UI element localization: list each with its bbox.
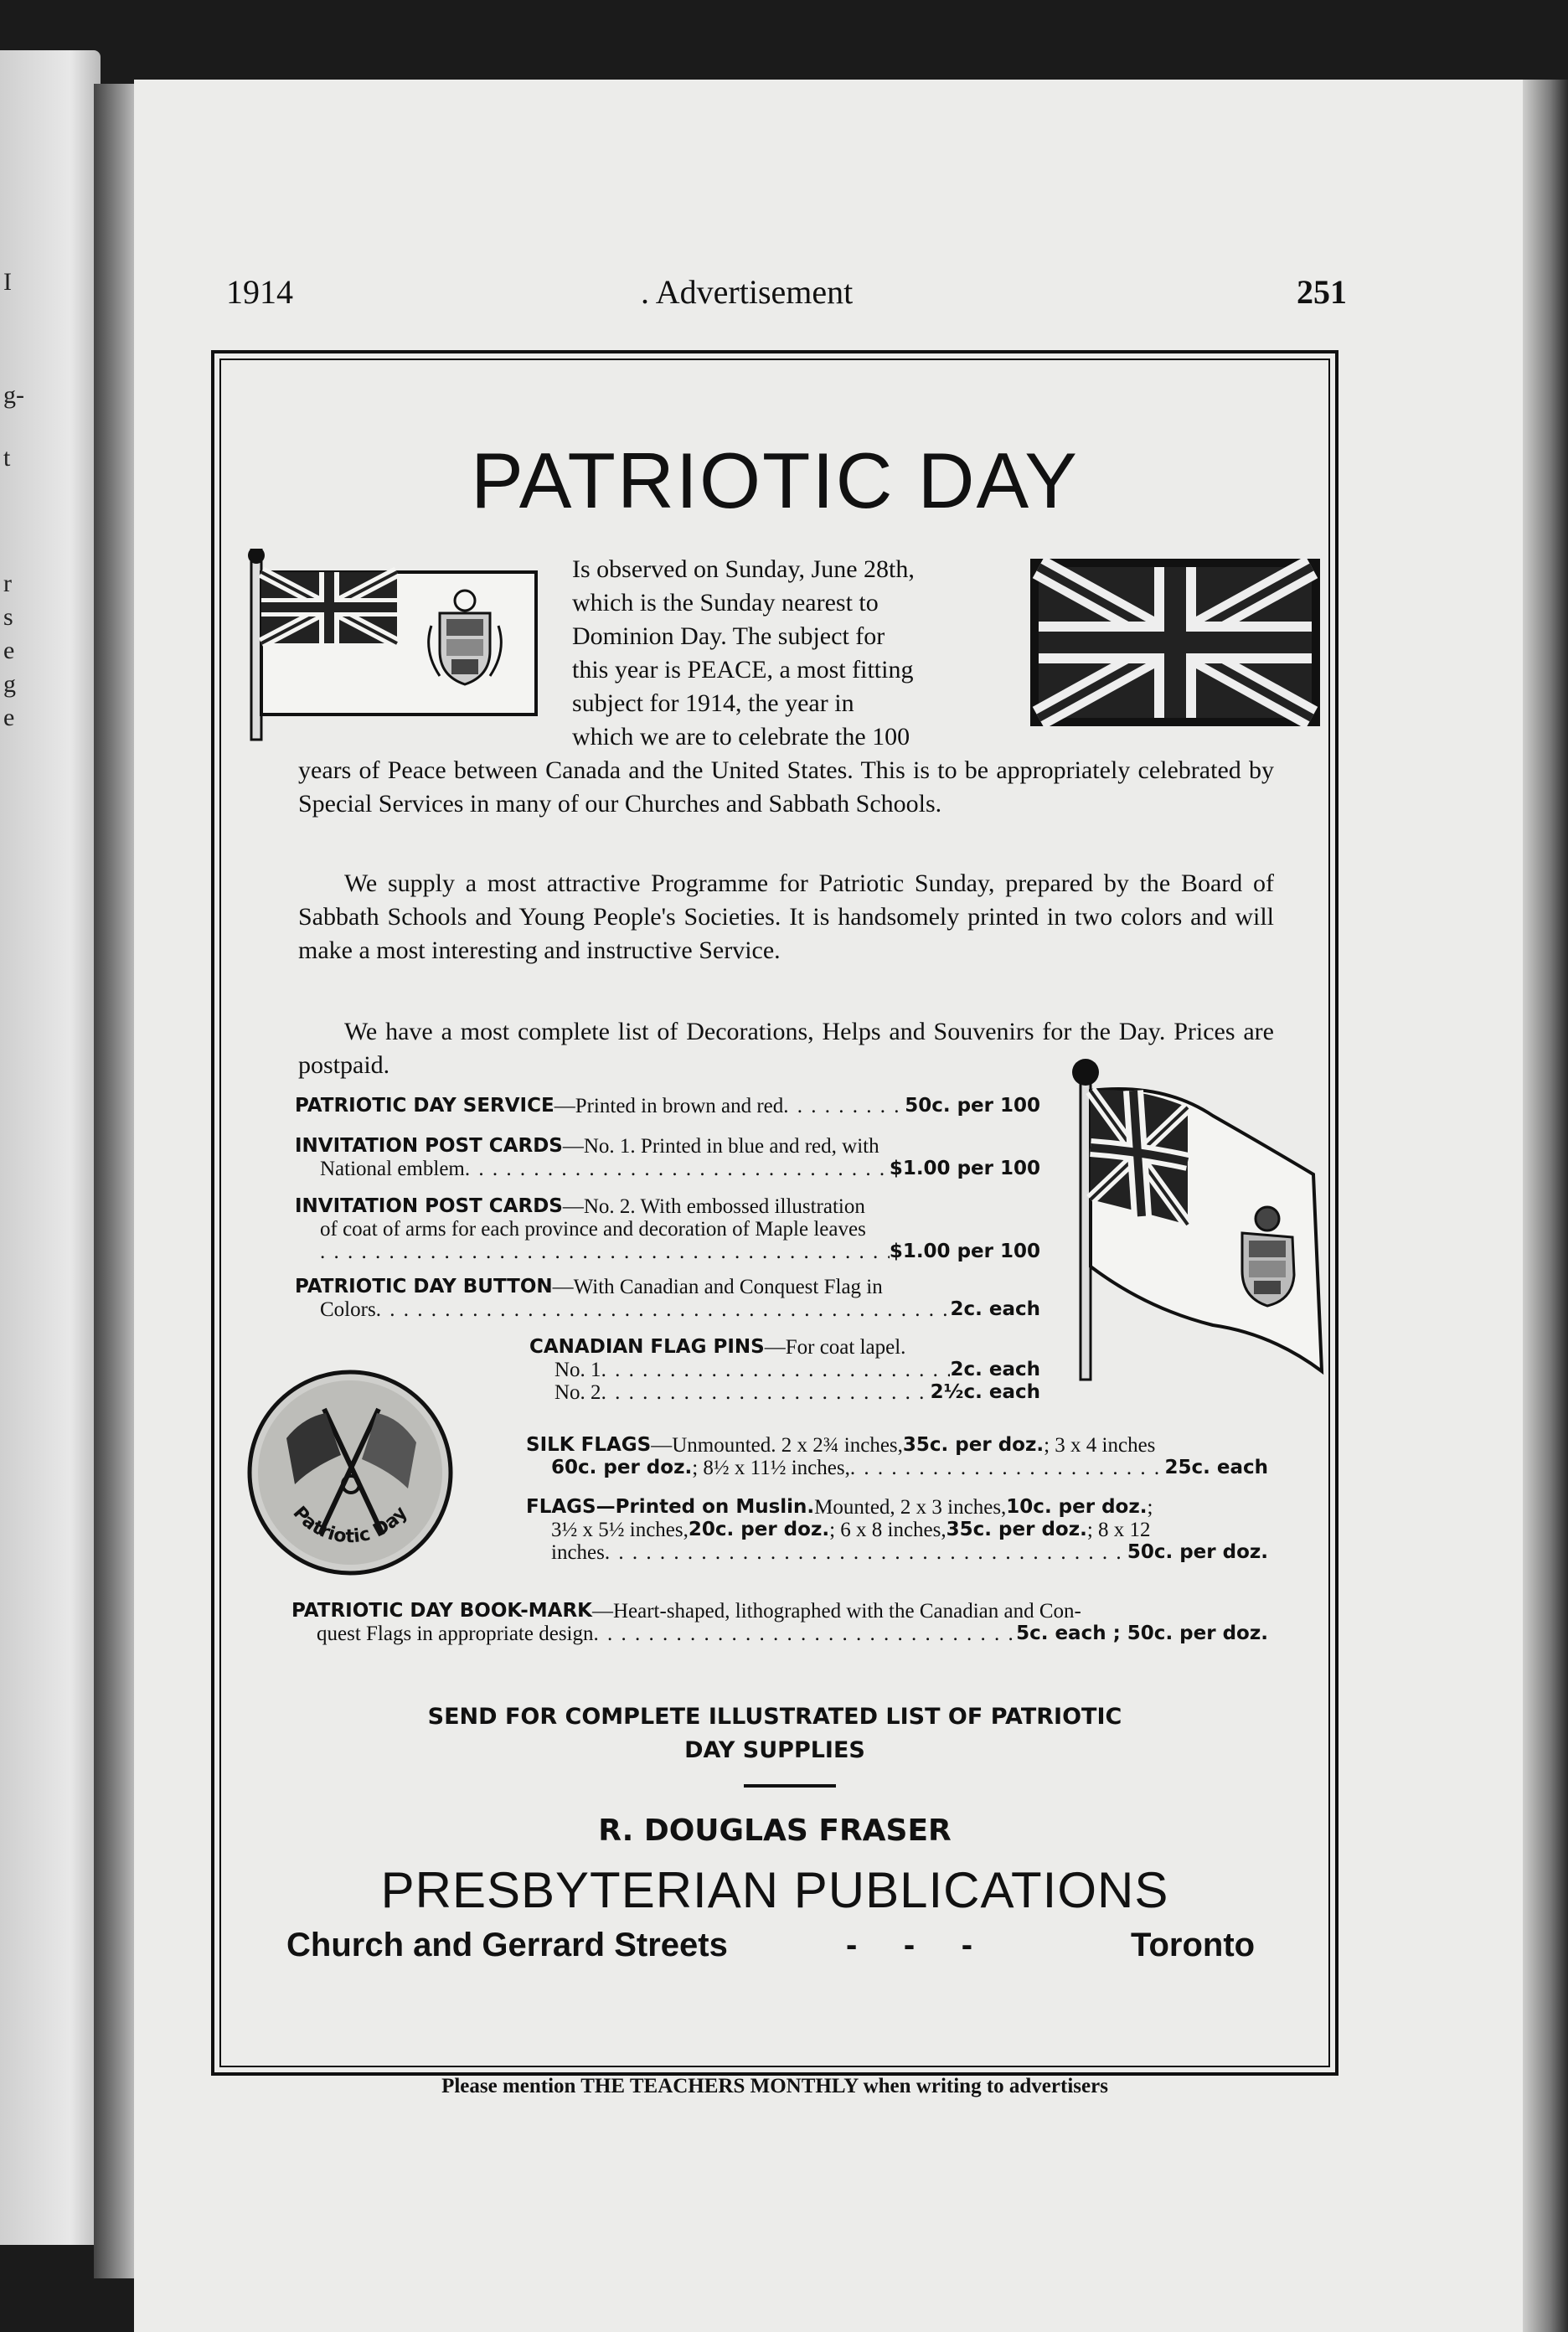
leader-dots <box>320 1241 890 1263</box>
item-description: quest Flags in appropriate design <box>317 1623 594 1645</box>
left-fragment: g- <box>3 381 24 409</box>
decorations-paragraph: We have a most complete list of Decorations, Helps and Souvenirs for the Day. Prices are postpaid. <box>298 1018 1274 1079</box>
running-head-year: 1914 <box>226 273 293 311</box>
address-city: Toronto <box>1131 1927 1256 1963</box>
canadian-ensign-flag-icon <box>247 549 544 741</box>
item-description: —No. 1. Printed in blue and red, with <box>562 1135 879 1158</box>
item-price: 10c. per doz. <box>1006 1496 1148 1518</box>
leader-dots <box>783 1095 905 1117</box>
page-edge <box>1523 80 1568 2332</box>
item-muslin-flags <box>526 1496 1268 1564</box>
item-flag-pins <box>529 1336 1040 1404</box>
left-fragment: r <box>3 570 12 597</box>
leader-dots <box>465 1158 890 1180</box>
leader-dots <box>376 1298 951 1321</box>
badge-text: Patriotic Day <box>288 1502 412 1548</box>
item-button <box>295 1276 1040 1321</box>
item-price: 25c. each <box>1164 1457 1268 1478</box>
item-price: 2½c. each <box>930 1381 1040 1403</box>
item-heading: INVITATION POST CARDS <box>295 1195 563 1217</box>
left-fragment: I <box>3 268 12 296</box>
item-description: ; 8½ x 11½ inches, <box>692 1457 850 1479</box>
left-fragment: t <box>3 444 11 472</box>
address-street: Church and Gerrard Streets <box>286 1927 728 1963</box>
item-heading: PATRIOTIC DAY BUTTON <box>295 1276 553 1298</box>
item-price: $1.00 per 100 <box>889 1158 1040 1179</box>
item-price: 5c. each ; 50c. per doz. <box>1016 1623 1268 1644</box>
item-service <box>295 1095 1040 1117</box>
item-heading: CANADIAN FLAG PINS <box>529 1336 765 1358</box>
item-description: of coat of arms for each province and decoration of Maple leaves <box>320 1218 866 1241</box>
publications-name: PRESBYTERIAN PUBLICATIONS <box>380 1862 1169 1918</box>
leader-dots <box>601 1381 931 1404</box>
item-price: 50c. per doz. <box>1127 1541 1268 1563</box>
patriotic-day-button-badge <box>245 1367 456 1578</box>
item-description: —No. 2. With embossed illustration <box>562 1195 865 1218</box>
intro-line: Is observed on Sunday, June 28th, <box>572 555 915 583</box>
item-price: 2c. each <box>950 1298 1040 1320</box>
union-jack-flag-icon <box>1029 557 1322 733</box>
left-page-edge <box>0 50 101 2245</box>
item-option: No. 2 <box>554 1381 601 1404</box>
intro-line: this year is PEACE, a most fitting <box>572 656 914 684</box>
item-description: ; 8 x 12 <box>1086 1519 1151 1541</box>
address-dashes: - - - <box>846 1927 973 1963</box>
intro-line: Dominion Day. The subject for <box>572 622 885 650</box>
item-description: 3½ x 5½ inches, <box>551 1519 689 1541</box>
item-bookmark <box>291 1600 1268 1645</box>
item-description: Mounted, 2 x 3 inches, <box>814 1496 1007 1519</box>
item-silk-flags <box>526 1434 1268 1479</box>
item-description: —Unmounted. 2 x 2¾ inches, <box>651 1434 903 1457</box>
item-heading: PATRIOTIC DAY SERVICE <box>295 1095 554 1117</box>
item-price: 50c. per 100 <box>905 1095 1040 1117</box>
waving-ensign-flag-icon <box>1062 1057 1334 1384</box>
item-description: ; 6 x 8 inches, <box>829 1519 946 1541</box>
item-price: 60c. per doz. <box>551 1457 693 1478</box>
leader-dots <box>850 1457 1165 1479</box>
publisher-name: R. DOUGLAS FRASER <box>598 1813 952 1848</box>
item-price: 35c. per doz. <box>946 1519 1087 1540</box>
ad-title: PATRIOTIC DAY <box>471 436 1079 524</box>
left-fragment: s <box>3 603 13 631</box>
item-heading: INVITATION POST CARDS <box>295 1135 563 1157</box>
leader-dots <box>594 1623 1017 1645</box>
intro-text <box>572 553 1003 754</box>
intro-line: which is the Sunday nearest to <box>572 589 879 617</box>
item-heading: SILK FLAGS <box>526 1434 652 1456</box>
item-description: inches <box>551 1541 605 1564</box>
send-line: DAY SUPPLIES <box>684 1737 865 1763</box>
intro-line: which we are to celebrate the 100 <box>572 723 910 751</box>
running-head-section: . Advertisement <box>641 273 854 311</box>
page-number: 251 <box>1297 273 1347 311</box>
item-option: No. 1 <box>554 1359 601 1381</box>
footer-note: Please mention THE TEACHERS MONTHLY when writing to advertisers <box>441 2075 1108 2097</box>
item-description: —With Canadian and Conquest Flag in <box>552 1276 883 1298</box>
intro-line: subject for 1914, the year in <box>572 689 854 717</box>
left-fragment: e <box>3 704 15 731</box>
item-description: ; <box>1147 1496 1153 1519</box>
programme-paragraph: We supply a most attractive Programme for Patriotic Sunday, prepared by the Board of Sabbath Schools and Young People's Societies. It is handsomely printed in two colors and will make a most interesting and instructive Service. <box>298 869 1274 964</box>
item-postcards-2 <box>295 1195 1040 1263</box>
intro-continuation: years of Peace between Canada and the United States. This is to be appropriately celebrated by Special Services in many of our Churches and Sabbath Schools. <box>298 756 1274 818</box>
leader-dots <box>605 1541 1127 1564</box>
item-price: 35c. per doz. <box>902 1434 1044 1456</box>
item-price: 20c. per doz. <box>688 1519 830 1540</box>
item-heading: PATRIOTIC DAY BOOK-MARK <box>291 1600 592 1622</box>
item-description: ; 3 x 4 inches <box>1044 1434 1156 1457</box>
left-fragment: g <box>3 670 16 698</box>
send-line: SEND FOR COMPLETE ILLUSTRATED LIST OF PATRIOTIC <box>427 1704 1122 1730</box>
item-description: —Heart-shaped, lithographed with the Canadian and Con- <box>591 1600 1081 1623</box>
item-postcards-1 <box>295 1135 1040 1180</box>
item-description: Colors <box>320 1298 376 1321</box>
left-fragment: e <box>3 637 15 664</box>
item-price: 2c. each <box>950 1359 1040 1380</box>
item-heading: FLAGS—Printed on Muslin. <box>526 1496 815 1518</box>
leader-dots <box>601 1359 951 1381</box>
item-price: $1.00 per 100 <box>889 1241 1040 1262</box>
item-description: —Printed in brown and red <box>554 1095 784 1117</box>
item-description: National emblem <box>320 1158 465 1180</box>
item-description: —For coat lapel. <box>764 1336 906 1359</box>
divider-rule <box>744 1784 836 1788</box>
